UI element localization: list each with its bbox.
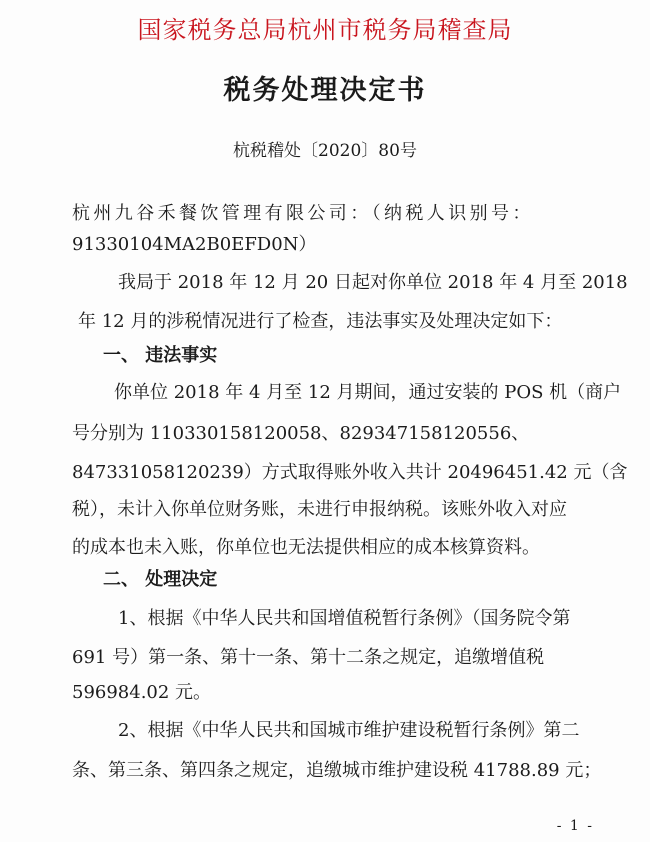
intro-line-1: 我局于 2018 年 12 月 20 日起对你单位 2018 年 4 月至 2018 bbox=[118, 272, 628, 293]
section-1-line: 号分别为 110330158120058、829347158120556、 bbox=[72, 423, 530, 444]
decision-item-1-line: 1、根据《中华人民共和国增值税暂行条例》（国务院令第 bbox=[118, 608, 571, 629]
section-1-line: 税），未计入你单位财务账，未进行申报纳税。该账外收入对应 bbox=[72, 499, 567, 520]
intro-line-2: 年 12 月的涉税情况进行了检查，违法事实及处理决定如下： bbox=[78, 311, 563, 332]
page-number: - 1 - bbox=[556, 818, 594, 834]
document-title: 税务处理决定书 bbox=[223, 75, 427, 106]
section-2-heading: 二、 处理决定 bbox=[103, 569, 218, 590]
section-1-heading: 一、 违法事实 bbox=[103, 345, 218, 366]
recipient-line-1: 杭州九谷禾餐饮管理有限公司：（纳税人识别号： bbox=[72, 203, 534, 224]
recipient-line-2: 91330104MA2B0EFD0N） bbox=[72, 234, 317, 255]
issuing-agency: 国家税务总局杭州市税务局稽查局 bbox=[137, 16, 513, 44]
decision-item-1-line: 691 号）第一条、第十一条、第十二条之规定，追缴增值税 bbox=[72, 647, 545, 668]
document-number: 杭税稽处〔2020〕80号 bbox=[233, 141, 417, 161]
section-1-line: 847331058120239）方式取得账外收入共计 20496451.42 元（含 bbox=[72, 462, 628, 483]
decision-item-2-line: 2、根据《中华人民共和国城市维护建设税暂行条例》第二 bbox=[118, 720, 580, 741]
decision-item-1-line: 596984.02 元。 bbox=[72, 682, 212, 703]
decision-item-2-line: 条、第三条、第四条之规定，追缴城市维护建设税 41788.89 元； bbox=[72, 760, 602, 781]
section-1-line: 的成本也未入账，你单位也无法提供相应的成本核算资料。 bbox=[72, 537, 540, 558]
section-1-line: 你单位 2018 年 4 月至 12 月期间，通过安装的 POS 机（商户 bbox=[114, 382, 622, 403]
